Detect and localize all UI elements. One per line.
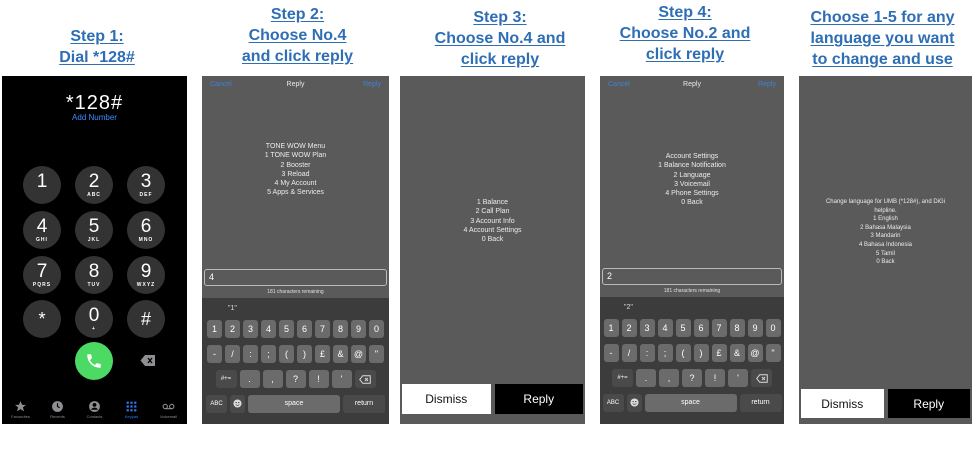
menu-line: 1 English bbox=[873, 216, 898, 223]
key-letters: + bbox=[92, 326, 96, 332]
reply-link[interactable]: Reply bbox=[363, 81, 381, 88]
characters-remaining: 181 characters remaining bbox=[267, 289, 324, 295]
caption-line: Step 2: bbox=[270, 6, 325, 23]
keyboard-key[interactable]: : bbox=[243, 345, 258, 363]
caption-line: Step 1: bbox=[70, 28, 124, 45]
keyboard-key[interactable]: 0 bbox=[369, 320, 384, 338]
ussd-header bbox=[202, 76, 389, 92]
backspace-icon[interactable] bbox=[140, 354, 156, 367]
key-digit: 3 bbox=[140, 171, 152, 192]
key-digit: 6 bbox=[140, 216, 152, 237]
keyboard-key[interactable]: ; bbox=[658, 344, 673, 362]
key-digit: # bbox=[140, 309, 151, 329]
menu-line: 2 Language bbox=[673, 171, 711, 179]
menu-line: 2 Call Plan bbox=[475, 208, 510, 216]
key-7[interactable] bbox=[23, 256, 61, 294]
menu-line: 2 Bahasa Malaysia bbox=[860, 224, 911, 231]
dialog-buttons bbox=[801, 389, 970, 418]
key-letters: ABC bbox=[87, 192, 101, 198]
caption-step-3 bbox=[420, 7, 580, 70]
characters-remaining: 181 characters remaining bbox=[663, 288, 721, 294]
tab-keypad[interactable] bbox=[114, 398, 150, 419]
ussd-menu bbox=[799, 198, 972, 267]
ussd-reply-screen-2 bbox=[202, 76, 389, 424]
ussd-dialog-screen-5 bbox=[799, 76, 972, 424]
caption-line: Step 3: bbox=[473, 9, 527, 26]
caption-line: click reply bbox=[645, 46, 725, 63]
backspace-icon bbox=[756, 374, 768, 383]
tab-bar bbox=[2, 398, 187, 424]
keyboard-key[interactable]: 2 bbox=[225, 320, 240, 338]
reply-link[interactable]: Reply bbox=[758, 81, 776, 88]
menu-line: 3 Mandarin bbox=[870, 233, 901, 240]
key-letters: DEF bbox=[139, 192, 153, 198]
menu-line: 1 Balance bbox=[476, 199, 509, 206]
keyboard-key[interactable]: 4 bbox=[658, 319, 673, 337]
menu-line: TONE WOW Menu bbox=[265, 143, 326, 150]
space-key[interactable]: space bbox=[645, 394, 737, 412]
keyboard-key[interactable]: 7 bbox=[315, 320, 330, 338]
emoji-key[interactable] bbox=[627, 394, 642, 412]
key-hash[interactable] bbox=[127, 300, 165, 338]
key-digit: 0 bbox=[88, 305, 100, 326]
tab-label: Favourites bbox=[11, 414, 30, 419]
keyboard-key[interactable]: £ bbox=[712, 344, 727, 362]
tab-favourites[interactable] bbox=[3, 398, 39, 419]
caption-step-4 bbox=[605, 2, 765, 65]
keyboard bbox=[600, 297, 784, 424]
tab-label: Contacts bbox=[86, 414, 103, 419]
suggestion[interactable]: "2" bbox=[624, 304, 633, 311]
reply-button[interactable]: Reply bbox=[495, 384, 584, 414]
key-4[interactable] bbox=[23, 211, 61, 249]
keyboard-key[interactable]: ( bbox=[279, 345, 294, 363]
keyboard-key[interactable]: . bbox=[636, 369, 656, 387]
keyboard-key[interactable]: - bbox=[207, 345, 222, 363]
menu-line: 4 Phone Settings bbox=[665, 190, 719, 198]
key-digit: 4 bbox=[36, 216, 48, 237]
clock-icon bbox=[51, 400, 64, 413]
dismiss-button[interactable]: Dismiss bbox=[402, 384, 491, 414]
keyboard-key[interactable]: ( bbox=[676, 344, 691, 362]
dismiss-button[interactable]: Dismiss bbox=[801, 389, 884, 418]
caption-line: Dial *128# bbox=[59, 49, 135, 66]
keyboard-key[interactable]: " bbox=[766, 344, 781, 362]
space-key[interactable]: space bbox=[248, 395, 340, 413]
menu-line: 5 Tamil bbox=[876, 250, 895, 257]
key-digit: 7 bbox=[36, 261, 48, 282]
keyboard-key[interactable]: , bbox=[659, 369, 679, 387]
caption-line: to change and use bbox=[812, 51, 953, 68]
reply-input[interactable]: 2 bbox=[602, 268, 782, 285]
tab-label: Voicemail bbox=[159, 414, 178, 419]
menu-line: 3 Reload bbox=[281, 170, 310, 178]
key-digit: 2 bbox=[88, 171, 100, 192]
key-digit: 5 bbox=[88, 216, 100, 237]
tab-voicemail[interactable] bbox=[151, 398, 187, 419]
cancel-button[interactable]: Cancel bbox=[608, 81, 630, 88]
ussd-reply-screen-4 bbox=[600, 76, 784, 424]
menu-line: 3 Account Info bbox=[470, 217, 515, 225]
abc-key[interactable]: ABC bbox=[603, 394, 624, 412]
more-symbols-key[interactable]: #+= bbox=[216, 370, 237, 388]
keyboard-key[interactable]: ) bbox=[297, 345, 312, 363]
key-digit: 8 bbox=[88, 261, 100, 282]
keyboard-key[interactable]: : bbox=[640, 344, 655, 362]
suggestion-bar bbox=[202, 298, 389, 320]
keyboard-row-symbols bbox=[202, 345, 389, 363]
reply-button[interactable]: Reply bbox=[888, 389, 971, 418]
return-key[interactable]: return bbox=[740, 394, 782, 412]
key-star[interactable] bbox=[23, 300, 61, 338]
keyboard-key[interactable]: 3 bbox=[640, 319, 655, 337]
key-9[interactable] bbox=[127, 256, 165, 294]
key-letters: PQRS bbox=[32, 282, 52, 288]
emoji-key[interactable] bbox=[230, 395, 245, 413]
key-digit: 9 bbox=[140, 261, 152, 282]
abc-key[interactable]: ABC bbox=[206, 395, 227, 413]
dialer-screen bbox=[2, 76, 187, 424]
keyboard-key[interactable]: 2 bbox=[622, 319, 637, 337]
reply-input[interactable]: 4 bbox=[204, 269, 387, 286]
tab-contacts[interactable] bbox=[77, 398, 113, 419]
key-3[interactable] bbox=[127, 166, 165, 204]
dialed-number: *128# bbox=[65, 92, 124, 114]
keyboard-key[interactable]: @ bbox=[748, 344, 763, 362]
ussd-dialog-screen-3 bbox=[400, 76, 585, 424]
keyboard-key[interactable]: 9 bbox=[748, 319, 763, 337]
keyboard-key[interactable]: ' bbox=[332, 370, 352, 388]
key-2[interactable] bbox=[75, 166, 113, 204]
keyboard-key[interactable]: 1 bbox=[604, 319, 619, 337]
menu-line: 5 Apps & Services bbox=[267, 189, 324, 197]
keyboard-key[interactable]: £ bbox=[315, 345, 330, 363]
caption-step-2 bbox=[220, 4, 375, 67]
keyboard-key[interactable]: " bbox=[369, 345, 384, 363]
call-button[interactable] bbox=[75, 342, 113, 380]
caption-step-5 bbox=[795, 7, 970, 70]
voicemail-icon bbox=[162, 400, 175, 413]
backspace-key[interactable] bbox=[355, 370, 376, 388]
keypad-icon bbox=[125, 400, 138, 413]
keyboard-key[interactable]: 5 bbox=[279, 320, 294, 338]
key-letters: WXYZ bbox=[136, 282, 156, 288]
person-icon bbox=[88, 400, 101, 413]
key-5[interactable] bbox=[75, 211, 113, 249]
keyboard-row-numbers bbox=[202, 320, 389, 338]
keyboard-key[interactable]: 8 bbox=[333, 320, 348, 338]
keyboard-key[interactable]: / bbox=[225, 345, 240, 363]
keyboard-key[interactable]: 6 bbox=[694, 319, 709, 337]
key-0[interactable] bbox=[75, 300, 113, 338]
keyboard-row-punct bbox=[600, 369, 784, 387]
caption-step-1 bbox=[22, 26, 172, 68]
keyboard-key[interactable]: ! bbox=[705, 369, 725, 387]
keyboard-key[interactable]: 4 bbox=[261, 320, 276, 338]
menu-line: 4 Bahasa Indonesia bbox=[858, 241, 913, 248]
caption-line: and click reply bbox=[241, 48, 354, 65]
key-digit: * bbox=[38, 309, 46, 329]
keyboard bbox=[202, 298, 389, 424]
keyboard-key[interactable]: ' bbox=[728, 369, 748, 387]
key-digit: 1 bbox=[36, 171, 48, 192]
suggestion[interactable]: "1" bbox=[228, 305, 237, 312]
tab-recents[interactable] bbox=[40, 398, 76, 419]
caption-line: click reply bbox=[460, 51, 540, 68]
screen-title: Reply bbox=[286, 81, 305, 88]
key-letters: JKL bbox=[87, 237, 101, 243]
keyboard-key[interactable]: & bbox=[333, 345, 348, 363]
ussd-menu bbox=[202, 142, 389, 198]
cancel-button[interactable]: Cancel bbox=[210, 81, 232, 88]
keyboard-key[interactable]: 3 bbox=[243, 320, 258, 338]
key-6[interactable] bbox=[127, 211, 165, 249]
backspace-key[interactable] bbox=[751, 369, 772, 387]
keyboard-key[interactable]: 7 bbox=[712, 319, 727, 337]
keyboard-key[interactable]: ? bbox=[286, 370, 306, 388]
tab-label: Keypad bbox=[124, 414, 139, 419]
keyboard-key[interactable]: @ bbox=[351, 345, 366, 363]
keyboard-key[interactable]: ) bbox=[694, 344, 709, 362]
keyboard-key[interactable]: ; bbox=[261, 345, 276, 363]
more-symbols-key[interactable]: #+= bbox=[612, 369, 633, 387]
key-1[interactable] bbox=[23, 166, 61, 204]
keyboard-row-symbols bbox=[600, 344, 784, 362]
tab-label: Recents bbox=[50, 414, 65, 419]
backspace-icon bbox=[359, 375, 371, 384]
menu-line: 4 My Account bbox=[274, 180, 317, 188]
add-number-link[interactable]: Add Number bbox=[72, 113, 117, 122]
keyboard-row-numbers bbox=[600, 319, 784, 337]
caption-line: Step 4: bbox=[658, 4, 712, 21]
emoji-icon bbox=[233, 399, 242, 408]
star-icon bbox=[14, 400, 27, 413]
keyboard-row-bottom bbox=[600, 394, 784, 412]
keyboard-key[interactable]: 1 bbox=[207, 320, 222, 338]
menu-line: Account Settings bbox=[665, 153, 719, 160]
key-letters: GHI bbox=[36, 237, 48, 243]
menu-line: 1 Balance Notification bbox=[658, 162, 726, 170]
keyboard-key[interactable]: ? bbox=[682, 369, 702, 387]
keyboard-row-bottom bbox=[202, 395, 389, 413]
keyboard-key[interactable]: 5 bbox=[676, 319, 691, 337]
menu-line: 0 Back bbox=[876, 259, 895, 266]
menu-line: 0 Back bbox=[481, 236, 504, 244]
keyboard-key[interactable]: - bbox=[604, 344, 619, 362]
suggestion-bar bbox=[600, 297, 784, 319]
menu-line: 1 TONE WOW Plan bbox=[264, 152, 327, 160]
keyboard-key[interactable]: / bbox=[622, 344, 637, 362]
ussd-menu bbox=[600, 152, 784, 208]
keyboard-key[interactable]: 8 bbox=[730, 319, 745, 337]
menu-line: Change language for UMB (*128#), and DiGi bbox=[825, 199, 946, 205]
dialog-buttons bbox=[402, 384, 583, 414]
caption-line: Choose No.2 and bbox=[619, 25, 751, 42]
ussd-menu bbox=[400, 198, 585, 244]
menu-line: 2 Booster bbox=[280, 161, 311, 169]
keyboard-row-punct bbox=[202, 370, 389, 388]
keyboard-key[interactable]: ! bbox=[309, 370, 329, 388]
keyboard-key[interactable]: & bbox=[730, 344, 745, 362]
keyboard-key[interactable]: , bbox=[263, 370, 283, 388]
caption-line: Choose No.4 and bbox=[434, 30, 566, 47]
keyboard-key[interactable]: . bbox=[240, 370, 260, 388]
keyboard-key[interactable]: 9 bbox=[351, 320, 366, 338]
keyboard-key[interactable]: 0 bbox=[766, 319, 781, 337]
screen-title: Reply bbox=[683, 81, 701, 88]
key-letters: TUV bbox=[87, 282, 101, 288]
keyboard-key[interactable]: 6 bbox=[297, 320, 312, 338]
caption-line: language you want bbox=[810, 30, 955, 47]
ussd-header bbox=[600, 76, 784, 92]
key-letters: MNO bbox=[138, 237, 154, 243]
caption-line: Choose No.4 bbox=[248, 27, 347, 44]
menu-line: 0 Back bbox=[681, 199, 703, 207]
menu-line: 3 Voicemail bbox=[674, 180, 710, 188]
key-8[interactable] bbox=[75, 256, 113, 294]
caption-line: Choose 1-5 for any bbox=[810, 9, 955, 26]
emoji-icon bbox=[630, 398, 639, 407]
menu-line: 4 Account Settings bbox=[463, 226, 522, 234]
phone-icon bbox=[85, 352, 103, 370]
return-key[interactable]: return bbox=[343, 395, 385, 413]
menu-line: helpline. bbox=[874, 207, 897, 214]
